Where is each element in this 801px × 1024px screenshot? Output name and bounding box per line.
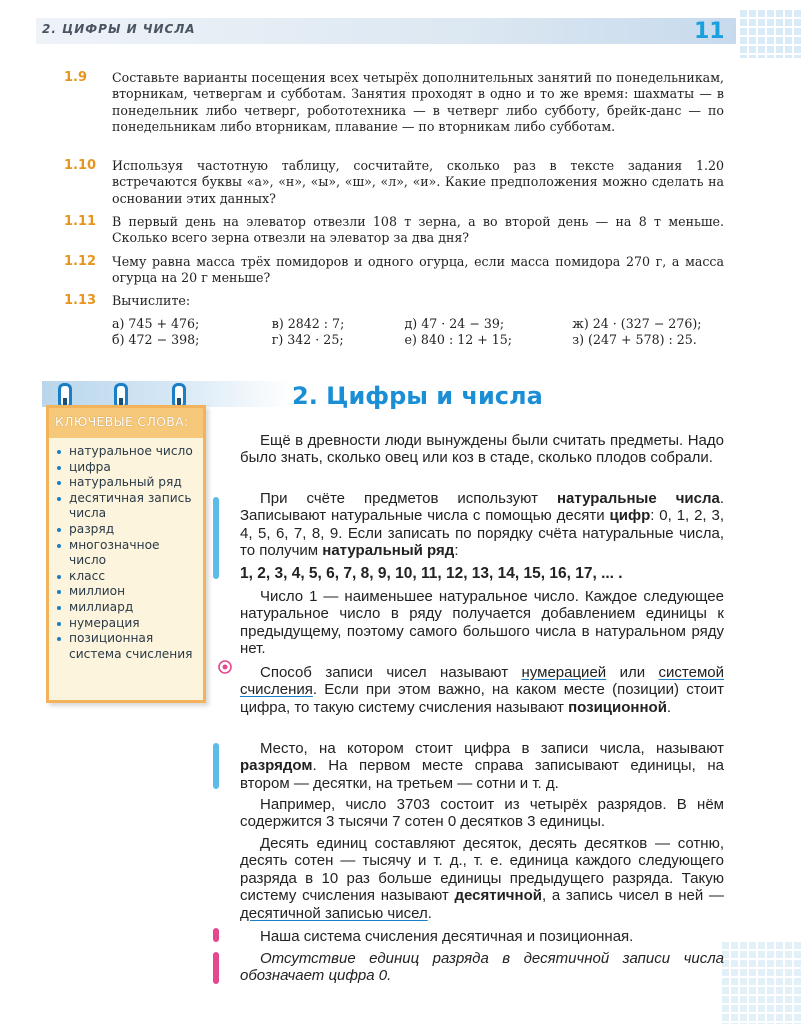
- calculation-item: г) 342 · 25;: [271, 332, 344, 348]
- paragraph-decimal: Десять единиц составляют десяток, десять десятков — сотню, десять сотен — тысячу и т. д., т. е. единица каждого следующего разряда в 10 раз больше единицы предыдущего разряда. Такую систему счисления называют десятичной, а запись чисел в ней — десятичной записью чисел.: [240, 835, 724, 922]
- task-text: Составьте варианты посещения всех четырёх дополнительных занятий по понедельникам, вторникам, четвергам и субботам. Занятия проходят в одно и то же время: шахматы — в понедельник либо четверг, робототехника — в четверг либо субботу, брейк-данс — по понедельникам либо вторникам, плавание — по вторникам либо субботам.: [112, 70, 724, 135]
- task-text: Чему равна масса трёх помидоров и одного огурца, если масса помидора 270 г, а масса огурца на 20 г меньше?: [112, 254, 724, 286]
- target-icon: [218, 660, 232, 674]
- calculation-item: в) 2842 : 7;: [271, 316, 345, 331]
- margin-marker-important: [213, 952, 219, 984]
- margin-marker: [213, 497, 219, 579]
- task-number: 1.11: [64, 214, 97, 229]
- keyword-item: разряд: [49, 522, 203, 538]
- decorative-grid: [738, 8, 801, 58]
- task-text: Вычислите:: [112, 293, 191, 308]
- paragraph-smallest-number: Число 1 — наименьшее натуральное число. Каждое следующее натуральное число в ряду получается добавлением единицы к предыдущему, поэтому самого большого числа в натуральном ряду нет.: [240, 588, 724, 658]
- paragraph-numeration: Способ записи чисел называют нумерацией или системой счисления. Если при этом важно, на каком месте (позиции) стоит цифра, то такую систему счисления называют позиционной.: [240, 664, 724, 716]
- keyword-item: миллиард: [49, 600, 203, 616]
- term-number-system: системой счисления: [240, 664, 724, 699]
- task-number: 1.12: [64, 254, 97, 269]
- keywords-list: [49, 444, 203, 662]
- paragraph-zero: Отсутствие единиц разряда в десятичной записи числа обозначает цифра 0.: [240, 950, 724, 985]
- margin-marker-important: [213, 928, 219, 942]
- task-number: 1.10: [64, 158, 97, 173]
- keyword-item: позиционная система счисления: [49, 631, 203, 662]
- section-title: 2. Цифры и числа: [292, 382, 543, 410]
- term-positional: позиционной: [568, 698, 667, 716]
- keyword-item: нумерация: [49, 616, 203, 632]
- keyword-item: цифра: [49, 460, 203, 476]
- calculation-item: ж) 24 · (327 − 276);: [572, 316, 702, 331]
- keyword-item: многозначное число: [49, 538, 203, 569]
- keyword-item: натуральный ряд: [49, 475, 203, 491]
- paragraph-our-system: Наша система счисления десятичная и позиционная.: [260, 928, 634, 945]
- term-digits: цифр: [609, 507, 651, 525]
- calculation-item: з) (247 + 578) : 25.: [572, 332, 697, 348]
- term-natural-numbers: натуральные числа: [556, 490, 720, 507]
- paragraph-example: Например, число 3703 состоит из четырёх разрядов. В нём содержится 3 тысячи 7 сотен 0 десятков 3 единицы.: [240, 796, 724, 831]
- keywords-header: КЛЮЧЕВЫЕ СЛОВА:: [49, 408, 203, 438]
- paragraph-natural-numbers: При счёте предметов используют натуральные числа. Записывают натуральные числа с помощью десяти цифр: 0, 1, 2, 3, 4, 5, 6, 7, 8, 9. Если записать по порядку счёта натуральные числа, то получим натуральный ряд:: [240, 490, 725, 560]
- section-header-bar: [42, 381, 292, 407]
- task-1-10: [64, 158, 724, 207]
- term-decimal: десятичной: [454, 887, 542, 905]
- calculation-item: б) 472 − 398;: [112, 332, 200, 348]
- task-1-11: [64, 214, 724, 247]
- calculation-item: д) 47 · 24 − 39;: [404, 316, 505, 331]
- keyword-item: миллион: [49, 584, 203, 600]
- paragraph-intro: Ещё в древности люди вынуждены были считать предметы. Надо было знать, сколько овец или коз в стаде, сколько плодов собрали.: [240, 432, 724, 467]
- decorative-grid-bottom: [720, 940, 801, 1024]
- calculation-row: [112, 332, 732, 348]
- page-number: 11: [694, 19, 725, 44]
- task-text: В первый день на элеватор отвезли 108 т зерна, а во второй день — на 8 т меньше. Сколько всего зерна отвезли на элеватор за два дня?: [112, 214, 724, 246]
- keyword-item: десятичная запись числа: [49, 491, 203, 522]
- task-number: 1.13: [64, 293, 97, 308]
- calculation-grid: [112, 316, 732, 349]
- task-1-9: [64, 70, 724, 136]
- margin-marker: [213, 743, 219, 789]
- calculation-row: [112, 316, 732, 332]
- paragraph-digit-place: Место, на котором стоит цифра в записи числа, называют разрядом. На первом месте справа записывают единицы, на втором — десятки, на третьем — сотни и т. д.: [240, 740, 724, 792]
- calculation-item: а) 745 + 476;: [112, 316, 200, 331]
- task-1-12: [64, 254, 724, 287]
- task-text: Используя частотную таблицу, сосчитайте, сколько раз в тексте задания 1.20 встречаются буквы «а», «н», «ы», «ш», «л», «и». Какие предположения можно сделать на основании этих данных?: [112, 158, 724, 206]
- term-numeration: нумерацией: [521, 664, 607, 681]
- keyword-item: класс: [49, 569, 203, 585]
- keyword-item: натуральное число: [49, 444, 203, 460]
- keywords-box: [46, 405, 206, 703]
- task-number: 1.9: [64, 70, 88, 85]
- natural-series: 1, 2, 3, 4, 5, 6, 7, 8, 9, 10, 11, 12, 13, 14, 15, 16, 17, ... .: [240, 565, 623, 582]
- term-decimal-notation: десятичной записью чисел: [240, 904, 428, 922]
- running-title: 2. ЦИФРЫ И ЧИСЛА: [42, 22, 196, 36]
- term-natural-series: натуральный ряд: [322, 542, 455, 560]
- calculation-item: е) 840 : 12 + 15;: [404, 332, 513, 348]
- task-1-13: [64, 293, 724, 309]
- term-digit-place: разрядом: [240, 757, 313, 775]
